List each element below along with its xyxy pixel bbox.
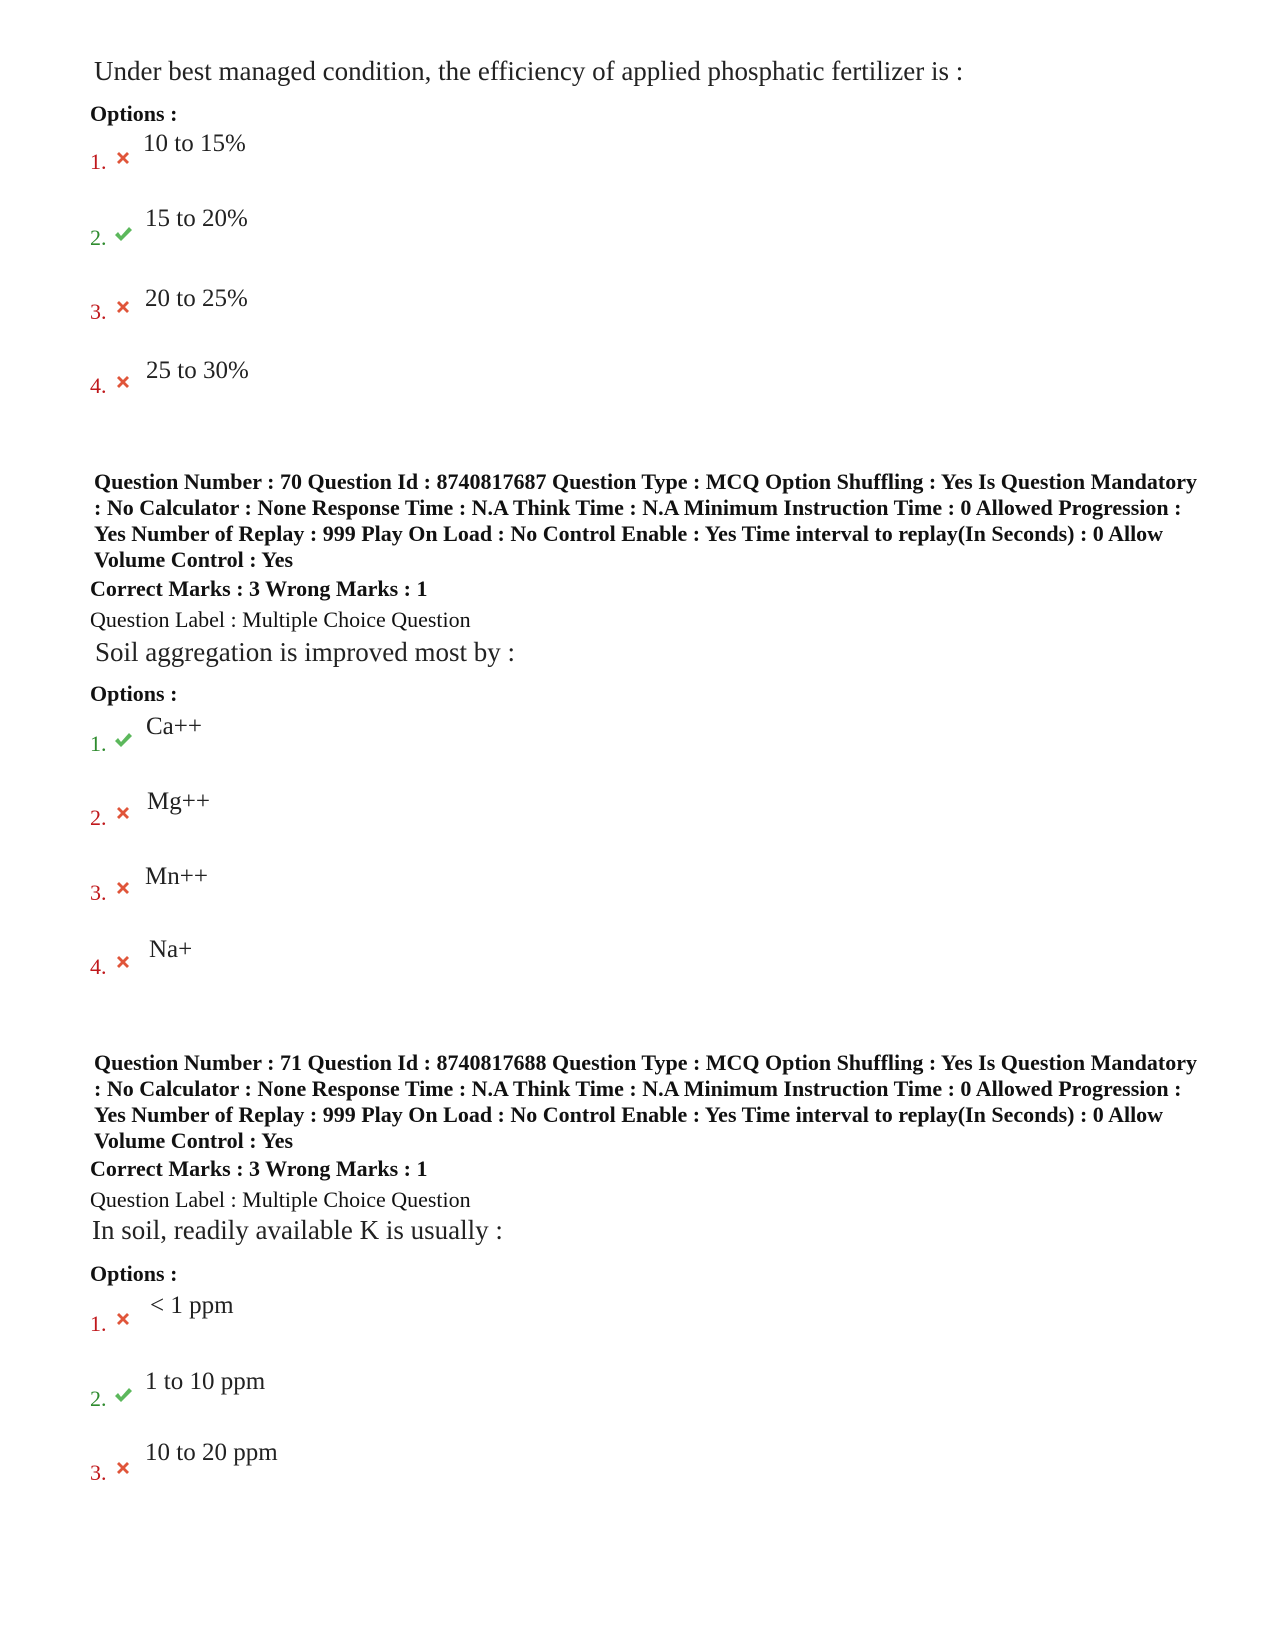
option-number: 3. — [90, 1460, 107, 1485]
cross-icon — [113, 952, 133, 972]
options-heading: Options : — [90, 101, 178, 126]
option-text: 15 to 20% — [145, 205, 248, 232]
option-text: Mg++ — [147, 788, 210, 815]
option-number: 2. — [90, 1386, 107, 1411]
question-text: Under best managed condition, the efficiency of applied phosphatic fertilizer is : — [94, 56, 964, 86]
cross-icon — [113, 1309, 133, 1329]
option-number: 1. — [90, 1311, 107, 1336]
option-text: 20 to 25% — [145, 285, 248, 312]
options-heading: Options : — [90, 681, 178, 706]
cross-icon — [113, 803, 133, 823]
option-text: < 1 ppm — [150, 1292, 234, 1319]
option-number: 4. — [90, 954, 107, 979]
option-number: 2. — [90, 805, 107, 830]
option-text: Na+ — [149, 936, 193, 963]
check-icon — [113, 1385, 133, 1405]
question-metadata: Question Number : 70 Question Id : 8740817687 Question Type : MCQ Option Shuffling : Yes Is Question Mandatory : No Calculator : None Response Time : N.A Think Time : N.A Minimum Instruction Time : 0 Allowed Progression : Yes Number of Replay : 999 Play On Load : No Control Enable : Yes Time interval to replay(In Seconds) : 0 Allow Volume Control : Yes — [94, 469, 1197, 572]
cross-icon — [113, 1458, 133, 1478]
option-text: 10 to 20 ppm — [145, 1439, 278, 1466]
question-label: Question Label : Multiple Choice Question — [90, 607, 471, 632]
question-text: Soil aggregation is improved most by : — [95, 637, 515, 667]
question-label: Question Label : Multiple Choice Question — [90, 1187, 471, 1212]
option-number: 1. — [90, 149, 107, 174]
check-icon — [113, 224, 133, 244]
question-text: In soil, readily available K is usually : — [92, 1215, 503, 1245]
options-heading: Options : — [90, 1261, 178, 1286]
option-number: 3. — [90, 299, 107, 324]
option-text: Ca++ — [146, 713, 202, 740]
cross-icon — [113, 297, 133, 317]
cross-icon — [113, 148, 133, 168]
option-text: 10 to 15% — [143, 130, 246, 157]
option-number: 4. — [90, 373, 107, 398]
option-number: 2. — [90, 225, 107, 250]
option-number: 3. — [90, 880, 107, 905]
question-metadata: Question Number : 71 Question Id : 8740817688 Question Type : MCQ Option Shuffling : Yes Is Question Mandatory : No Calculator : None Response Time : N.A Think Time : N.A Minimum Instruction Time : 0 Allowed Progression : Yes Number of Replay : 999 Play On Load : No Control Enable : Yes Time interval to replay(In Seconds) : 0 Allow Volume Control : Yes — [94, 1050, 1197, 1153]
cross-icon — [113, 372, 133, 392]
option-number: 1. — [90, 731, 107, 756]
check-icon — [113, 730, 133, 750]
option-text: 1 to 10 ppm — [145, 1368, 266, 1395]
marks-info: Correct Marks : 3 Wrong Marks : 1 — [90, 1156, 428, 1181]
option-text: Mn++ — [145, 863, 208, 890]
marks-info: Correct Marks : 3 Wrong Marks : 1 — [90, 576, 428, 601]
option-text: 25 to 30% — [146, 357, 249, 384]
cross-icon — [113, 878, 133, 898]
